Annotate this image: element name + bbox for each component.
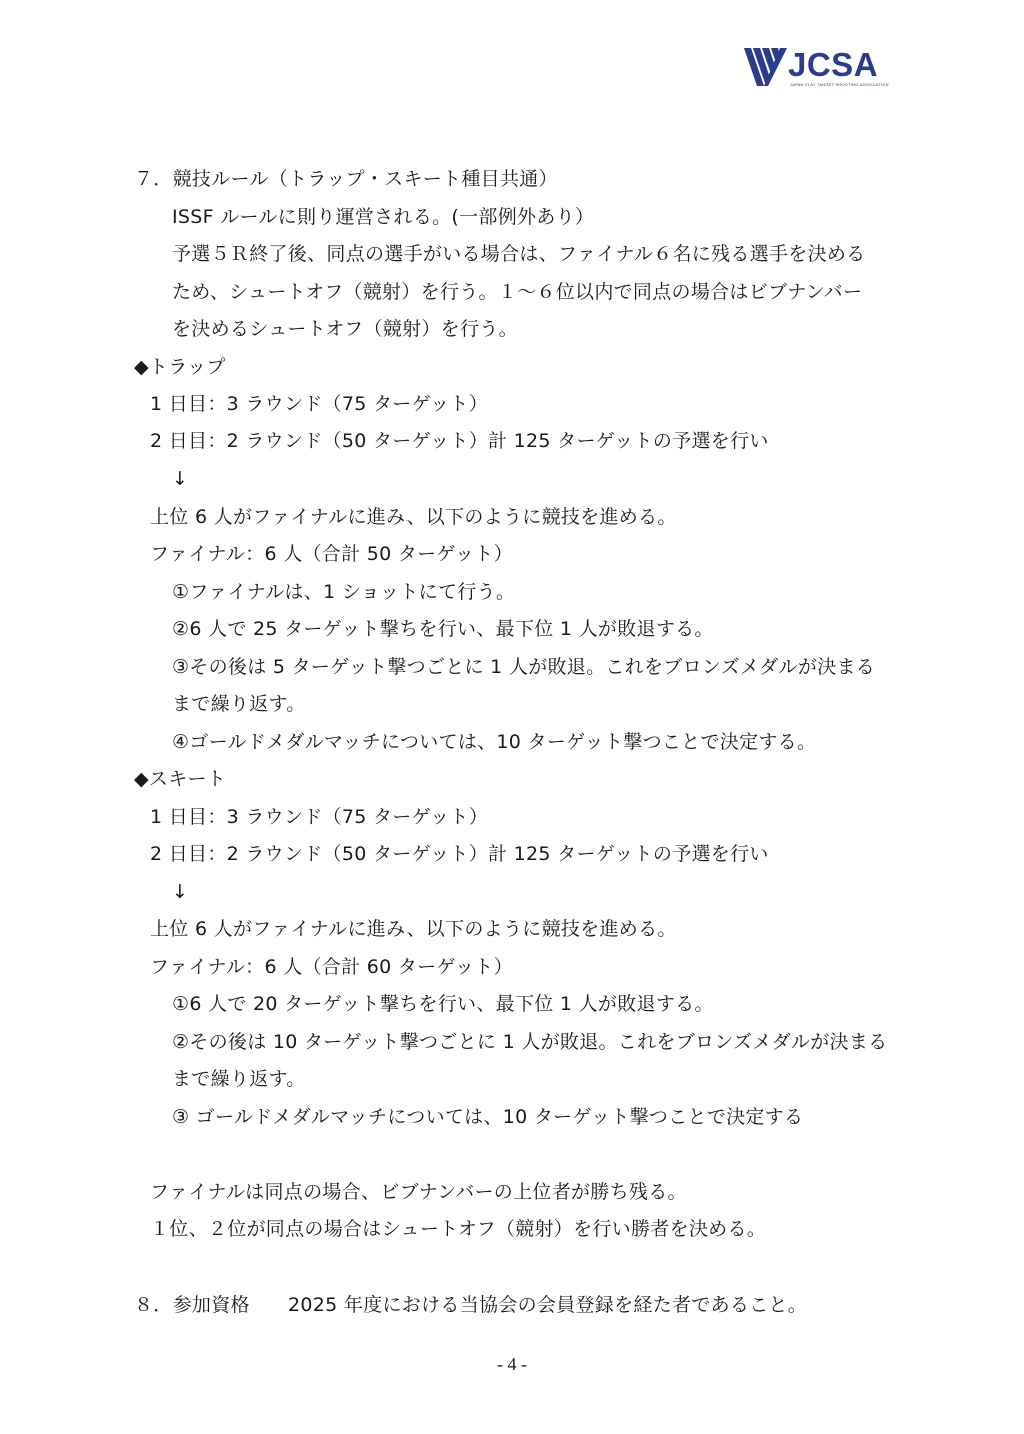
trap-heading: ◆トラップ — [134, 356, 226, 378]
trap-final-item: ④ゴールドメダルマッチについては、10 ターゲット撃つことで決定する。 — [172, 731, 817, 753]
logo-subtitle: JAPAN CLAY TARGET SHOOTING ASSOCIATION — [790, 82, 889, 87]
trap-final-item: ①ファイナルは、1 ショットにて行う。 — [172, 581, 516, 603]
trap-final: ファイナル：6 人（合計 50 ターゲット） — [150, 543, 513, 565]
section7-intro-line: を決めるシュートオフ（競射）を行う。 — [172, 318, 518, 340]
skeet-final-item: ①6 人で 20 ターゲット撃ちを行い、最下位 1 人が敗退する。 — [172, 993, 714, 1015]
skeet-top6: 上位 6 人がファイナルに進み、以下のように競技を進める。 — [150, 918, 677, 940]
section7-intro-line: 予選５Ｒ終了後、同点の選手がいる場合は、ファイナル６名に残る選手を決める — [172, 243, 866, 265]
section7-heading: ７．競技ルール（トラップ・スキート種目共通） — [134, 168, 558, 190]
skeet-final-item: ③ ゴールドメダルマッチについては、10 ターゲット撃つことで決定する — [172, 1106, 804, 1128]
section8-text: 2025 年度における当協会の会員登録を経た者であること。 — [288, 1294, 808, 1316]
skeet-arrow-icon: ↓ — [172, 881, 189, 903]
trap-final-item: まで繰り返す。 — [172, 693, 306, 715]
section8-label: ８．参加資格 — [134, 1294, 250, 1316]
trap-day1: 1 日目：3 ラウンド（75 ターゲット） — [150, 393, 489, 415]
jcsa-stripes-icon — [744, 46, 790, 88]
jcsa-logo — [744, 44, 889, 92]
trap-top6: 上位 6 人がファイナルに進み、以下のように競技を進める。 — [150, 506, 677, 528]
skeet-day1: 1 日目：3 ラウンド（75 ターゲット） — [150, 806, 489, 828]
skeet-final-item: ②その後は 10 ターゲット撃つごとに 1 人が敗退。これをブロンズメダルが決まる — [172, 1031, 888, 1053]
logo-text: JCSA — [788, 46, 879, 83]
skeet-heading: ◆スキート — [134, 768, 227, 790]
trap-final-item: ③その後は 5 ターゲット撃つごとに 1 人が敗退。これをブロンズメダルが決まる — [172, 656, 876, 678]
section7-intro-line: ISSF ルールに則り運営される。(一部例外あり） — [172, 206, 595, 228]
trap-arrow-icon: ↓ — [172, 468, 189, 490]
tiebreak-line: ファイナルは同点の場合、ビブナンバーの上位者が勝ち残る。 — [150, 1181, 687, 1203]
skeet-final: ファイナル：6 人（合計 60 ターゲット） — [150, 956, 513, 978]
trap-final-item: ②6 人で 25 ターゲット撃ちを行い、最下位 1 人が敗退する。 — [172, 618, 714, 640]
skeet-day2: 2 日目：2 ラウンド（50 ターゲット）計 125 ターゲットの予選を行い — [150, 843, 769, 865]
skeet-final-item: まで繰り返す。 — [172, 1068, 306, 1090]
tiebreak-line: １位、２位が同点の場合はシュートオフ（競射）を行い勝者を決める。 — [150, 1218, 767, 1240]
section7-intro-line: ため、シュートオフ（競射）を行う。１～６位以内で同点の場合はビブナンバー — [172, 281, 863, 303]
trap-day2: 2 日目：2 ラウンド（50 ターゲット）計 125 ターゲットの予選を行い — [150, 430, 769, 452]
page-number: - 4 - — [497, 1354, 527, 1374]
